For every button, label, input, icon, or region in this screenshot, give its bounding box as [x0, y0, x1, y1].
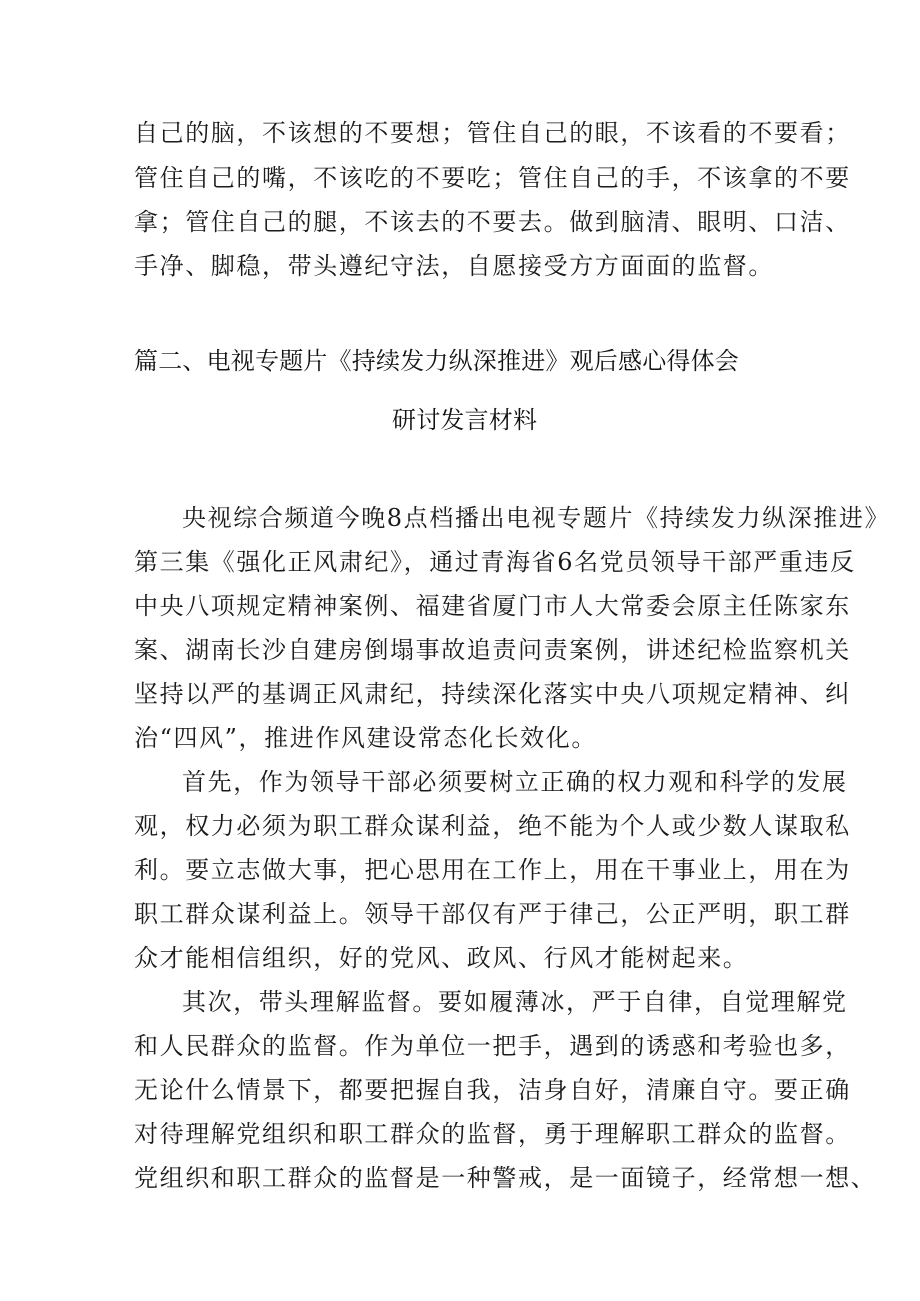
text-line: 央视综合频道今晚8点档播出电视专题片《持续发力纵深推进》: [182, 504, 891, 532]
text-line: 中央八项规定精神案例、福建省厦门市人大常委会原主任陈家东: [134, 592, 851, 620]
text-line: 案、湖南长沙自建房倒塌事故追责问责案例，讲述纪检监察机关: [134, 636, 851, 664]
text-line: 职工群众谋利益上。领导干部仅有严于律己，公正严明，职工群: [134, 900, 851, 928]
text-line: 手净、脚稳，带头遵纪守法，自愿接受方方面面的监督。: [134, 252, 774, 280]
text-line: 无论什么情景下，都要把握自我，洁身自好，清廉自守。要正确: [134, 1076, 851, 1104]
text-line: 自己的脑，不该想的不要想；管住自己的眼，不该看的不要看；: [134, 119, 851, 147]
text-line: 对待理解党组织和职工群众的监督，勇于理解职工群众的监督。: [134, 1120, 851, 1148]
text-line: 和人民群众的监督。作为单位一把手，遇到的诱惑和考验也多，: [134, 1032, 851, 1060]
text-line: 党组织和职工群众的监督是一种警戒，是一面镜子，经常想一想、: [134, 1164, 877, 1192]
text-line: 其次，带头理解监督。要如履薄冰，严于自律，自觉理解党: [182, 988, 848, 1016]
text-line: 第三集《强化正风肃纪》，通过青海省6名党员领导干部严重违反: [134, 548, 856, 576]
section-heading-line2: 研讨发言材料: [392, 406, 538, 434]
text-line: 众才能相信组织，好的党风、政风、行风才能树起来。: [134, 944, 749, 972]
text-line: 首先，作为领导干部必须要树立正确的权力观和科学的发展: [182, 768, 848, 796]
text-line: 拿；管住自己的腿，不该去的不要去。做到脑清、眼明、口洁、: [134, 208, 851, 236]
text-line: 管住自己的嘴，不该吃的不要吃；管住自己的手，不该拿的不要: [134, 164, 851, 192]
text-line: 利。要立志做大事，把心思用在工作上，用在干事业上，用在为: [134, 856, 851, 884]
text-line: 坚持以严的基调正风肃纪，持续深化落实中央八项规定精神、纠: [134, 680, 851, 708]
text-line: 观，权力必须为职工群众谋利益，绝不能为个人或少数人谋取私: [134, 812, 851, 840]
text-line: 治“四风”，推进作风建设常态化长效化。: [134, 724, 597, 752]
section-heading-line1: 篇二、电视专题片《持续发力纵深推进》观后感心得体会: [134, 347, 739, 375]
